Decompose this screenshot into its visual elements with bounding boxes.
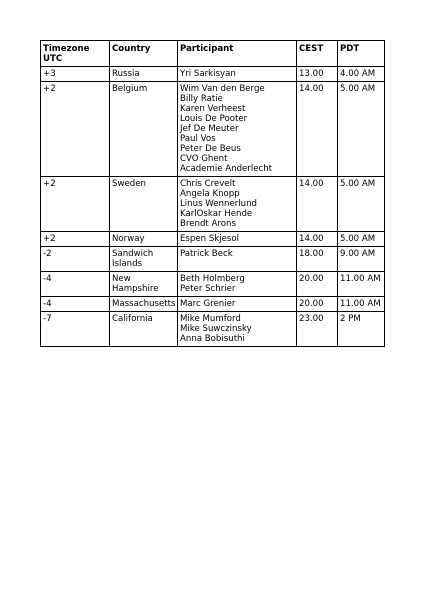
table-row [41, 232, 385, 247]
cest-cell: 23.00 [297, 312, 338, 347]
participant-name: Mike Mumford [180, 314, 241, 324]
pdt-cell: 2 PM [338, 312, 385, 347]
country-cell: Sweden [110, 177, 178, 232]
cest-cell: 14.00 [297, 177, 338, 232]
table-header-row [41, 41, 385, 67]
cest-cell: 18.00 [297, 247, 338, 272]
participant-cell [178, 232, 297, 247]
participant-cell [178, 247, 297, 272]
participant-name: Espen Skjesol [180, 234, 240, 244]
table-row [41, 272, 385, 297]
participant-name: Wim Van den Berge [180, 84, 265, 94]
participant-name: Angela Knopp [180, 189, 240, 199]
table-row [41, 297, 385, 312]
participant-name: Peter De Beus [180, 144, 241, 154]
table-row [41, 247, 385, 272]
cest-cell: 13.00 [297, 67, 338, 82]
table-body [41, 67, 385, 347]
country-cell: Norway [110, 232, 178, 247]
header-timezone: Timezone UTC [41, 41, 110, 67]
participant-name: Louis De Pooter [180, 114, 248, 124]
participant-cell [178, 312, 297, 347]
country-cell: New Hampshire [110, 272, 178, 297]
participant-cell [178, 297, 297, 312]
participant-name: Marc Grenier [180, 299, 236, 309]
participant-name: Anna Bobisuthi [180, 334, 245, 344]
timezone-cell: -4 [41, 297, 110, 312]
pdt-cell: 11.00 AM [338, 272, 385, 297]
table-row [41, 177, 385, 232]
participant-name: KarlOskar Hende [180, 209, 253, 219]
participant-name: Chris Crevelt [180, 179, 236, 189]
pdt-cell: 9.00 AM [338, 247, 385, 272]
timezone-cell: +2 [41, 82, 110, 177]
participant-name: Jef De Meuter [180, 124, 239, 134]
participant-name: Patrick Beck [180, 249, 233, 259]
participant-name: Mike Suwczinsky [180, 324, 252, 334]
participant-cell [178, 82, 297, 177]
timezone-cell: -4 [41, 272, 110, 297]
participant-cell [178, 272, 297, 297]
cest-cell: 14.00 [297, 82, 338, 177]
table-row [41, 312, 385, 347]
cest-cell: 20.00 [297, 272, 338, 297]
country-cell: Belgium [110, 82, 178, 177]
header-cest: CEST [297, 41, 338, 67]
participant-name: CVO Ghent [180, 154, 228, 164]
timezone-cell: +2 [41, 177, 110, 232]
timezone-cell: +3 [41, 67, 110, 82]
timezone-cell: +2 [41, 232, 110, 247]
participant-name: Linus Wennerlund [180, 199, 258, 209]
header-participant: Participant [178, 41, 297, 67]
table-row [41, 82, 385, 177]
cest-cell: 20.00 [297, 297, 338, 312]
country-cell: California [110, 312, 178, 347]
country-cell: Sandwich Islands [110, 247, 178, 272]
pdt-cell: 4.00 AM [338, 67, 385, 82]
participant-cell [178, 177, 297, 232]
table-row [41, 67, 385, 82]
timezone-cell: -7 [41, 312, 110, 347]
participant-name: Academie Anderlecht [180, 164, 273, 174]
pdt-cell: 5.00 AM [338, 82, 385, 177]
cest-cell: 14.00 [297, 232, 338, 247]
participant-name: Peter Schrier [180, 284, 236, 294]
participant-name: Beth Holmberg [180, 274, 245, 284]
country-cell: Massachusetts [110, 297, 178, 312]
header-country: Country [110, 41, 178, 67]
timezone-cell: -2 [41, 247, 110, 272]
header-pdt: PDT [338, 41, 385, 67]
participant-name: Billy Ratie [180, 94, 223, 104]
participant-name: Brendt Arons [180, 219, 236, 229]
country-cell: Russia [110, 67, 178, 82]
pdt-cell: 11.00 AM [338, 297, 385, 312]
participant-name: Paul Vos [180, 134, 216, 144]
participant-name: Karen Verheest [180, 104, 246, 114]
pdt-cell: 5.00 AM [338, 177, 385, 232]
schedule-table [40, 40, 385, 347]
pdt-cell: 5.00 AM [338, 232, 385, 247]
participant-cell [178, 67, 297, 82]
participant-name: Yri Sarkisyan [180, 69, 236, 79]
